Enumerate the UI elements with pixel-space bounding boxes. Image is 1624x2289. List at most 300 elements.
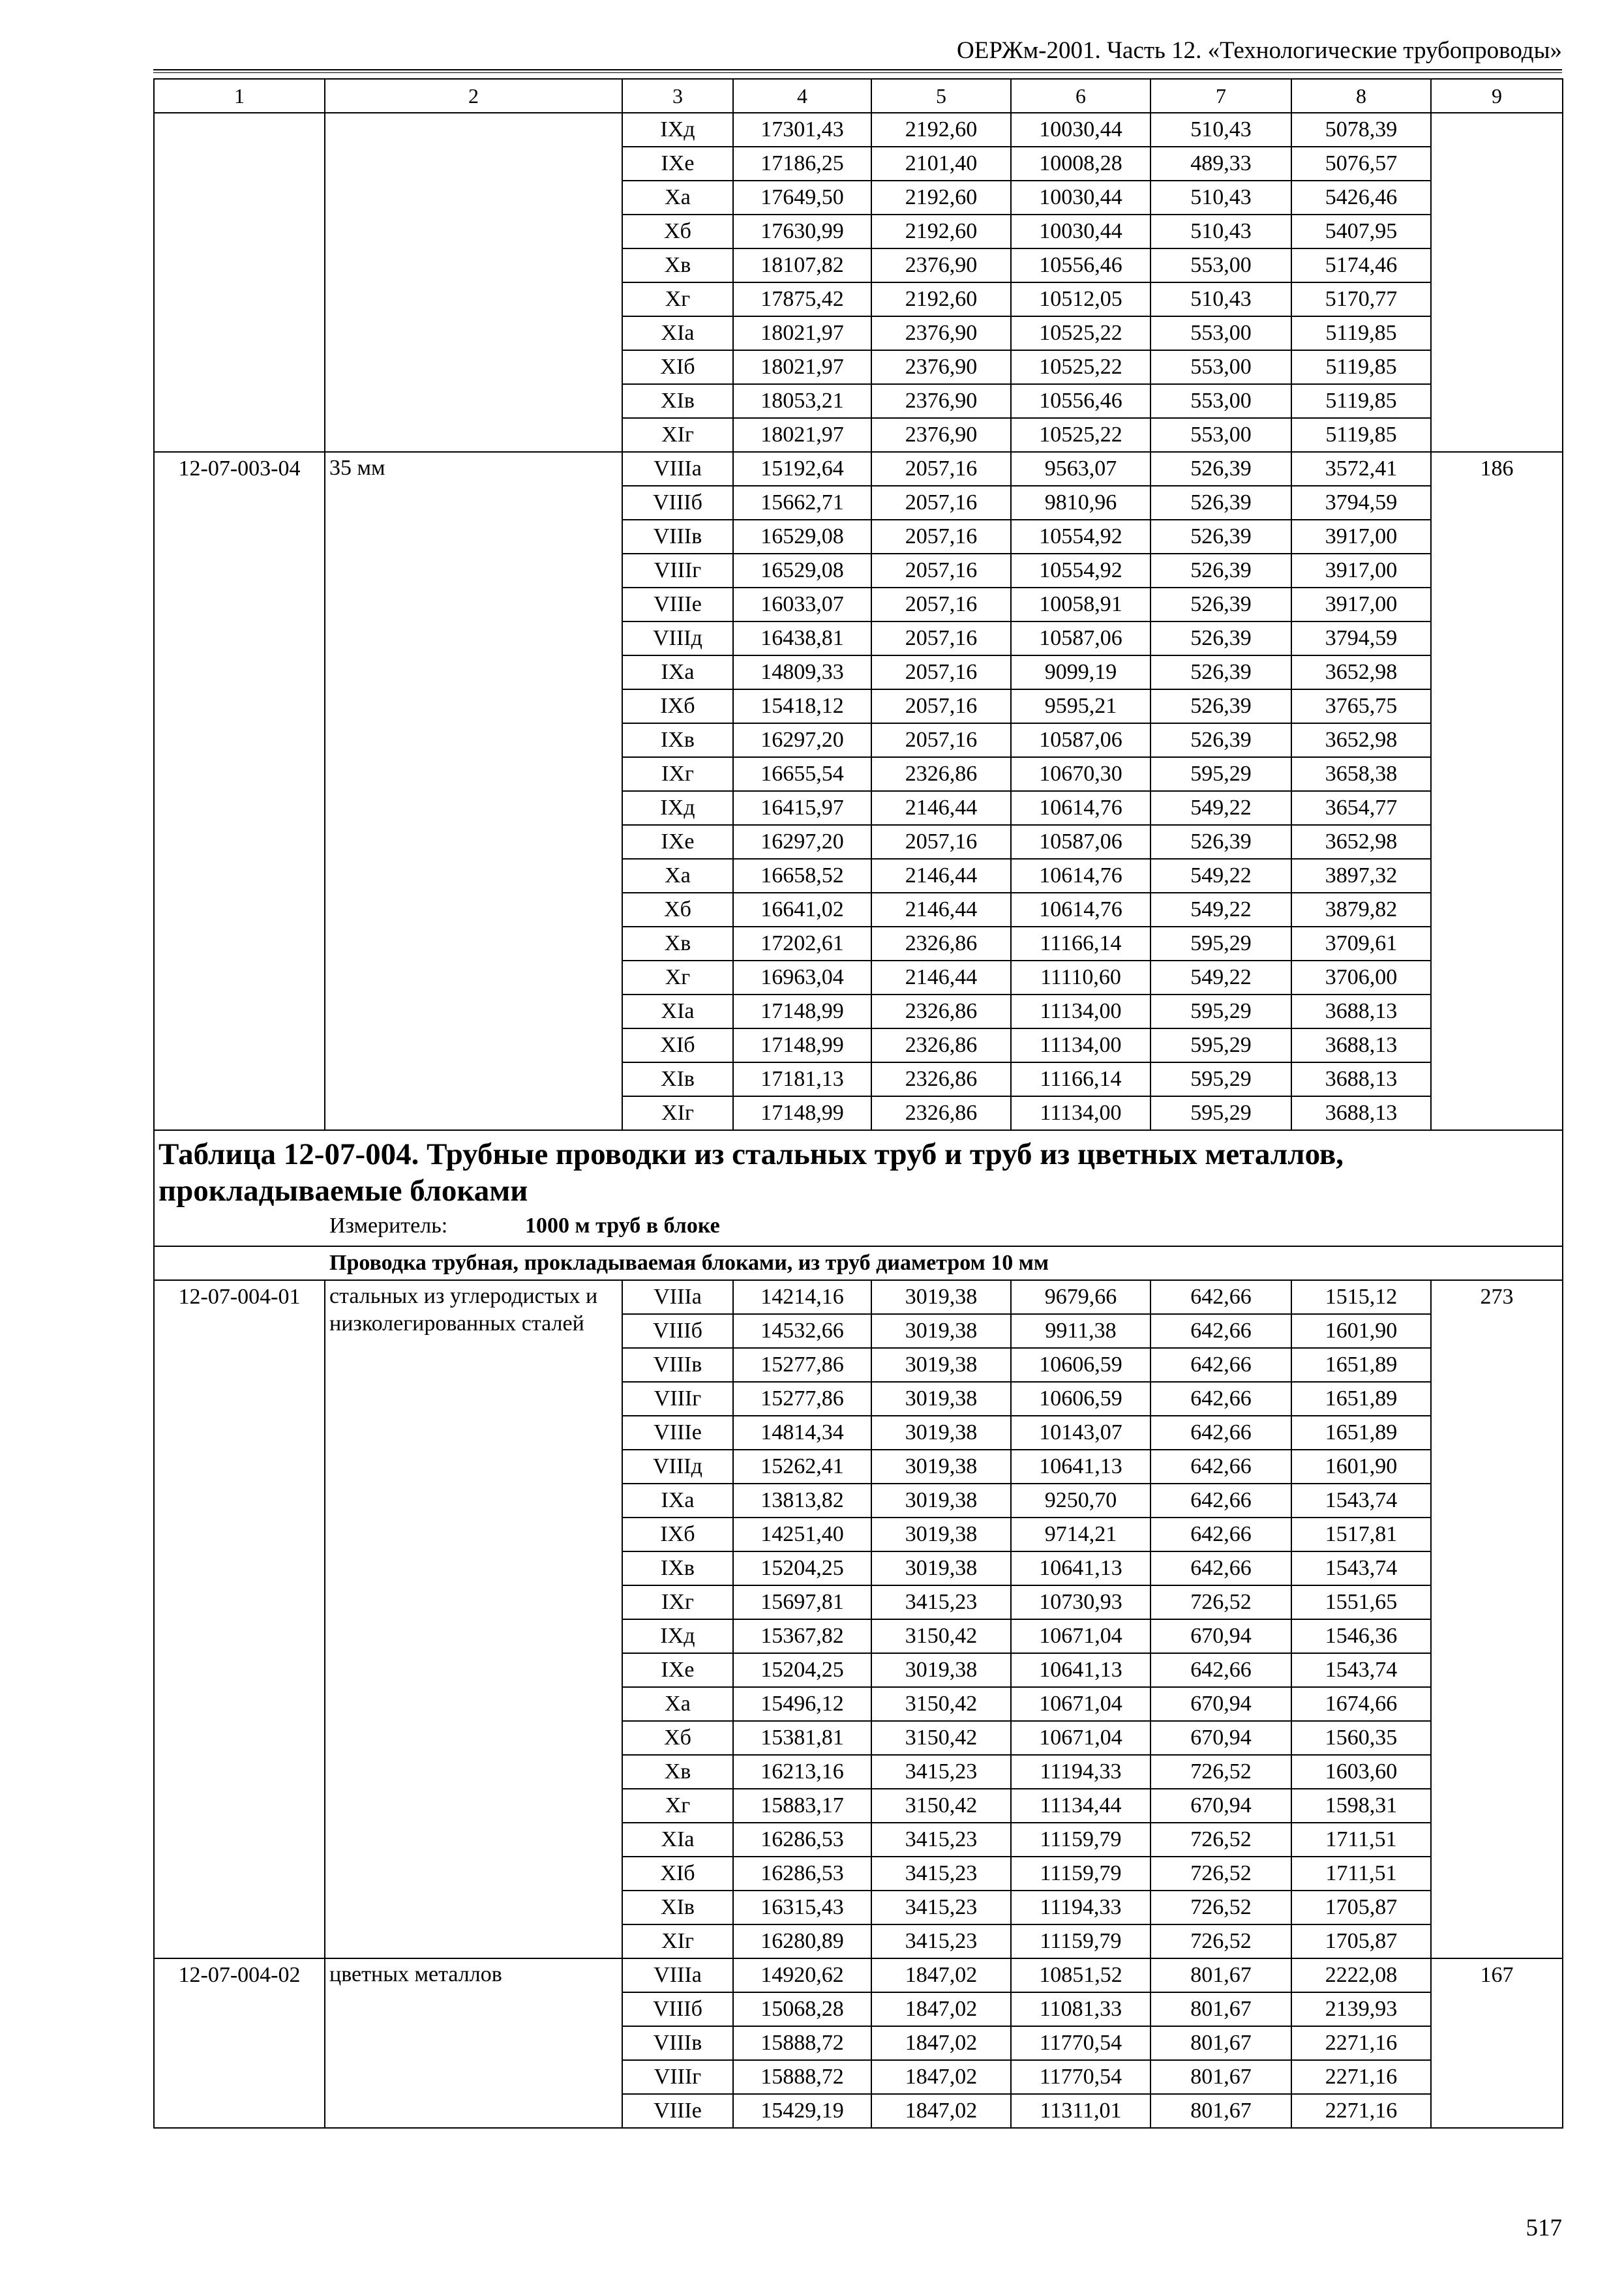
materials-cell: 1543,74 bbox=[1291, 1653, 1431, 1687]
total-cost-cell: 18053,21 bbox=[733, 384, 871, 418]
materials-cell: 3706,00 bbox=[1291, 961, 1431, 995]
materials-cell: 1711,51 bbox=[1291, 1823, 1431, 1857]
machines-cell: 10670,30 bbox=[1011, 757, 1150, 791]
machines-cell: 11770,54 bbox=[1011, 2060, 1150, 2094]
total-cost-cell: 16297,20 bbox=[733, 825, 871, 859]
machines-cell: 10556,46 bbox=[1011, 248, 1150, 282]
total-cost-cell: 18107,82 bbox=[733, 248, 871, 282]
wages-cell: 2326,86 bbox=[871, 1096, 1011, 1130]
meter-line bbox=[158, 1213, 1558, 1239]
machines-cell: 11166,14 bbox=[1011, 1062, 1150, 1096]
machines-cell: 11770,54 bbox=[1011, 2026, 1150, 2060]
materials-cell: 1603,60 bbox=[1291, 1755, 1431, 1789]
zone-cell: VIIIа bbox=[622, 452, 733, 486]
total-cost-cell: 15662,71 bbox=[733, 486, 871, 520]
total-cost-cell: 17630,99 bbox=[733, 215, 871, 248]
zone-cell: VIIIв bbox=[622, 2026, 733, 2060]
zone-cell: IXд bbox=[622, 113, 733, 147]
machines-cell: 10671,04 bbox=[1011, 1619, 1150, 1653]
zone-cell: XIв bbox=[622, 1062, 733, 1096]
total-cost-cell: 18021,97 bbox=[733, 418, 871, 452]
materials-cell: 5170,77 bbox=[1291, 282, 1431, 316]
materials-cell: 1546,36 bbox=[1291, 1619, 1431, 1653]
total-cost-cell: 16033,07 bbox=[733, 588, 871, 621]
machines-cell: 10730,93 bbox=[1011, 1585, 1150, 1619]
materials-cell: 1560,35 bbox=[1291, 1721, 1431, 1755]
machinist-wages-cell: 526,39 bbox=[1150, 723, 1291, 757]
materials-cell: 1517,81 bbox=[1291, 1518, 1431, 1551]
wages-cell: 1847,02 bbox=[871, 2060, 1011, 2094]
wages-cell: 2376,90 bbox=[871, 384, 1011, 418]
machines-cell: 10671,04 bbox=[1011, 1687, 1150, 1721]
wages-cell: 2326,86 bbox=[871, 995, 1011, 1028]
machinist-wages-cell: 726,52 bbox=[1150, 1585, 1291, 1619]
total-cost-cell: 16286,53 bbox=[733, 1857, 871, 1891]
machines-cell: 11194,33 bbox=[1011, 1755, 1150, 1789]
zone-cell: Xб bbox=[622, 215, 733, 248]
materials-cell: 1711,51 bbox=[1291, 1857, 1431, 1891]
wages-cell: 2057,16 bbox=[871, 554, 1011, 588]
wages-cell: 3019,38 bbox=[871, 1314, 1011, 1348]
zone-cell: VIIIе bbox=[622, 588, 733, 621]
total-cost-cell: 14532,66 bbox=[733, 1314, 871, 1348]
zone-cell: VIIIб bbox=[622, 486, 733, 520]
machines-cell: 10614,76 bbox=[1011, 893, 1150, 927]
table-row bbox=[154, 1958, 1563, 1992]
materials-cell: 2222,08 bbox=[1291, 1958, 1431, 1992]
machines-cell: 10587,06 bbox=[1011, 723, 1150, 757]
zone-cell: Xв bbox=[622, 927, 733, 961]
machines-cell: 11311,01 bbox=[1011, 2094, 1150, 2128]
wages-cell: 2146,44 bbox=[871, 859, 1011, 893]
machinist-wages-cell: 642,66 bbox=[1150, 1518, 1291, 1551]
zone-cell: IXб bbox=[622, 1518, 733, 1551]
description-cell bbox=[325, 113, 622, 452]
wages-cell: 2057,16 bbox=[871, 486, 1011, 520]
wages-cell: 3415,23 bbox=[871, 1924, 1011, 1958]
machines-cell: 10671,04 bbox=[1011, 1721, 1150, 1755]
materials-cell: 5174,46 bbox=[1291, 248, 1431, 282]
total-cost-cell: 16297,20 bbox=[733, 723, 871, 757]
zone-cell: VIIIд bbox=[622, 621, 733, 655]
wages-cell: 2146,44 bbox=[871, 893, 1011, 927]
table-title-cell bbox=[154, 1130, 1563, 1246]
materials-cell: 1543,74 bbox=[1291, 1484, 1431, 1518]
zone-cell: IXе bbox=[622, 825, 733, 859]
materials-cell: 3879,82 bbox=[1291, 893, 1431, 927]
zone-cell: Xв bbox=[622, 1755, 733, 1789]
materials-cell: 1551,65 bbox=[1291, 1585, 1431, 1619]
zone-cell: IXд bbox=[622, 791, 733, 825]
materials-cell: 5078,39 bbox=[1291, 113, 1431, 147]
materials-cell: 3917,00 bbox=[1291, 554, 1431, 588]
machinist-wages-cell: 526,39 bbox=[1150, 554, 1291, 588]
total-cost-cell: 14214,16 bbox=[733, 1280, 871, 1314]
zone-cell: XIв bbox=[622, 384, 733, 418]
wages-cell: 2057,16 bbox=[871, 452, 1011, 486]
wages-cell: 2376,90 bbox=[871, 418, 1011, 452]
machinist-wages-cell: 553,00 bbox=[1150, 248, 1291, 282]
zone-cell: Xв bbox=[622, 248, 733, 282]
column-number: 1 bbox=[154, 79, 325, 113]
machinist-wages-cell: 642,66 bbox=[1150, 1484, 1291, 1518]
zone-cell: VIIIб bbox=[622, 1314, 733, 1348]
machines-cell: 10641,13 bbox=[1011, 1450, 1150, 1484]
zone-cell: Xа bbox=[622, 181, 733, 215]
zone-cell: IXб bbox=[622, 689, 733, 723]
machines-cell: 11134,00 bbox=[1011, 995, 1150, 1028]
column-number: 5 bbox=[871, 79, 1011, 113]
materials-cell: 1651,89 bbox=[1291, 1348, 1431, 1382]
machines-cell: 10614,76 bbox=[1011, 859, 1150, 893]
zone-cell: XIг bbox=[622, 1924, 733, 1958]
machinist-wages-cell: 595,29 bbox=[1150, 1028, 1291, 1062]
machinist-wages-cell: 595,29 bbox=[1150, 1062, 1291, 1096]
machinist-wages-cell: 726,52 bbox=[1150, 1755, 1291, 1789]
machinist-wages-cell: 726,52 bbox=[1150, 1857, 1291, 1891]
machines-cell: 10641,13 bbox=[1011, 1551, 1150, 1585]
zone-cell: IXа bbox=[622, 1484, 733, 1518]
machinist-wages-cell: 670,94 bbox=[1150, 1789, 1291, 1823]
machinist-wages-cell: 549,22 bbox=[1150, 961, 1291, 995]
machines-cell: 11110,60 bbox=[1011, 961, 1150, 995]
wages-cell: 3019,38 bbox=[871, 1484, 1011, 1518]
materials-cell: 1543,74 bbox=[1291, 1551, 1431, 1585]
machinist-wages-cell: 801,67 bbox=[1150, 2060, 1291, 2094]
zone-cell: IXа bbox=[622, 655, 733, 689]
machinist-wages-cell: 489,33 bbox=[1150, 147, 1291, 181]
materials-cell: 5076,57 bbox=[1291, 147, 1431, 181]
machines-cell: 10143,07 bbox=[1011, 1416, 1150, 1450]
total-cost-cell: 16280,89 bbox=[733, 1924, 871, 1958]
total-cost-cell: 14920,62 bbox=[733, 1958, 871, 1992]
machinist-wages-cell: 549,22 bbox=[1150, 893, 1291, 927]
wages-cell: 2192,60 bbox=[871, 181, 1011, 215]
machines-cell: 9911,38 bbox=[1011, 1314, 1150, 1348]
wages-cell: 3019,38 bbox=[871, 1653, 1011, 1687]
norm-cell bbox=[1431, 113, 1563, 452]
materials-cell: 3654,77 bbox=[1291, 791, 1431, 825]
wages-cell: 2376,90 bbox=[871, 248, 1011, 282]
materials-cell: 3765,75 bbox=[1291, 689, 1431, 723]
machinist-wages-cell: 595,29 bbox=[1150, 757, 1291, 791]
zone-cell: XIб bbox=[622, 350, 733, 384]
zone-cell: VIIIа bbox=[622, 1958, 733, 1992]
zone-cell: IXе bbox=[622, 147, 733, 181]
wages-cell: 3019,38 bbox=[871, 1382, 1011, 1416]
wages-cell: 3019,38 bbox=[871, 1450, 1011, 1484]
machines-cell: 10525,22 bbox=[1011, 316, 1150, 350]
machinist-wages-cell: 526,39 bbox=[1150, 520, 1291, 554]
materials-cell: 1515,12 bbox=[1291, 1280, 1431, 1314]
machines-cell: 11159,79 bbox=[1011, 1857, 1150, 1891]
total-cost-cell: 16641,02 bbox=[733, 893, 871, 927]
machinist-wages-cell: 510,43 bbox=[1150, 215, 1291, 248]
zone-cell: XIг bbox=[622, 1096, 733, 1130]
wages-cell: 2326,86 bbox=[871, 927, 1011, 961]
wages-cell: 1847,02 bbox=[871, 1992, 1011, 2026]
wages-cell: 3019,38 bbox=[871, 1518, 1011, 1551]
total-cost-cell: 17202,61 bbox=[733, 927, 871, 961]
machines-cell: 9250,70 bbox=[1011, 1484, 1150, 1518]
total-cost-cell: 17148,99 bbox=[733, 995, 871, 1028]
zone-cell: XIа bbox=[622, 995, 733, 1028]
description-cell: цветных металлов bbox=[325, 1958, 622, 2128]
materials-cell: 3658,38 bbox=[1291, 757, 1431, 791]
materials-cell: 3688,13 bbox=[1291, 1062, 1431, 1096]
wages-cell: 2057,16 bbox=[871, 621, 1011, 655]
materials-cell: 5407,95 bbox=[1291, 215, 1431, 248]
machinist-wages-cell: 726,52 bbox=[1150, 1924, 1291, 1958]
zone-cell: VIIIд bbox=[622, 1450, 733, 1484]
page-number: 517 bbox=[1526, 2215, 1562, 2241]
machinist-wages-cell: 549,22 bbox=[1150, 791, 1291, 825]
wages-cell: 2376,90 bbox=[871, 350, 1011, 384]
machines-cell: 11159,79 bbox=[1011, 1823, 1150, 1857]
total-cost-cell: 16286,53 bbox=[733, 1823, 871, 1857]
zone-cell: IXг bbox=[622, 757, 733, 791]
total-cost-cell: 15262,41 bbox=[733, 1450, 871, 1484]
total-cost-cell: 15429,19 bbox=[733, 2094, 871, 2128]
machines-cell: 10851,52 bbox=[1011, 1958, 1150, 1992]
materials-cell: 5119,85 bbox=[1291, 384, 1431, 418]
machinist-wages-cell: 595,29 bbox=[1150, 1096, 1291, 1130]
zone-cell: VIIIг bbox=[622, 1382, 733, 1416]
total-cost-cell: 15697,81 bbox=[733, 1585, 871, 1619]
total-cost-cell: 16315,43 bbox=[733, 1891, 871, 1924]
total-cost-cell: 15277,86 bbox=[733, 1348, 871, 1382]
machines-cell: 11166,14 bbox=[1011, 927, 1150, 961]
machines-cell: 9714,21 bbox=[1011, 1518, 1150, 1551]
materials-cell: 3709,61 bbox=[1291, 927, 1431, 961]
total-cost-cell: 15204,25 bbox=[733, 1551, 871, 1585]
materials-cell: 3917,00 bbox=[1291, 520, 1431, 554]
wages-cell: 3019,38 bbox=[871, 1280, 1011, 1314]
materials-cell: 5119,85 bbox=[1291, 418, 1431, 452]
wages-cell: 3415,23 bbox=[871, 1823, 1011, 1857]
column-number-row bbox=[154, 79, 1563, 113]
materials-cell: 3897,32 bbox=[1291, 859, 1431, 893]
price-table bbox=[153, 78, 1563, 2129]
machines-cell: 11134,00 bbox=[1011, 1096, 1150, 1130]
wages-cell: 3019,38 bbox=[871, 1416, 1011, 1450]
total-cost-cell: 17649,50 bbox=[733, 181, 871, 215]
machines-cell: 9595,21 bbox=[1011, 689, 1150, 723]
table-row bbox=[154, 452, 1563, 486]
machinist-wages-cell: 801,67 bbox=[1150, 2026, 1291, 2060]
machinist-wages-cell: 526,39 bbox=[1150, 825, 1291, 859]
wages-cell: 2326,86 bbox=[871, 1028, 1011, 1062]
zone-cell: XIг bbox=[622, 418, 733, 452]
wages-cell: 3415,23 bbox=[871, 1857, 1011, 1891]
wages-cell: 3019,38 bbox=[871, 1348, 1011, 1382]
total-cost-cell: 15496,12 bbox=[733, 1687, 871, 1721]
machinist-wages-cell: 670,94 bbox=[1150, 1721, 1291, 1755]
wages-cell: 3150,42 bbox=[871, 1619, 1011, 1653]
machines-cell: 10554,92 bbox=[1011, 520, 1150, 554]
running-header: ОЕРЖм-2001. Часть 12. «Технологические трубопроводы» bbox=[957, 37, 1562, 64]
total-cost-cell: 17181,13 bbox=[733, 1062, 871, 1096]
zone-cell: Xа bbox=[622, 859, 733, 893]
machines-cell: 10606,59 bbox=[1011, 1348, 1150, 1382]
machinist-wages-cell: 642,66 bbox=[1150, 1382, 1291, 1416]
materials-cell: 3688,13 bbox=[1291, 1028, 1431, 1062]
materials-cell: 3652,98 bbox=[1291, 723, 1431, 757]
total-cost-cell: 15888,72 bbox=[733, 2026, 871, 2060]
wages-cell: 2146,44 bbox=[871, 791, 1011, 825]
machinist-wages-cell: 642,66 bbox=[1150, 1348, 1291, 1382]
machinist-wages-cell: 801,67 bbox=[1150, 1992, 1291, 2026]
wages-cell: 2101,40 bbox=[871, 147, 1011, 181]
norm-cell: 186 bbox=[1431, 452, 1563, 1130]
zone-cell: IXд bbox=[622, 1619, 733, 1653]
description-cell: 35 мм bbox=[325, 452, 622, 1130]
zone-cell: XIа bbox=[622, 316, 733, 350]
wages-cell: 2057,16 bbox=[871, 588, 1011, 621]
code-cell: 12-07-004-02 bbox=[154, 1958, 325, 2128]
wages-cell: 2192,60 bbox=[871, 282, 1011, 316]
total-cost-cell: 17301,43 bbox=[733, 113, 871, 147]
materials-cell: 1601,90 bbox=[1291, 1314, 1431, 1348]
machinist-wages-cell: 553,00 bbox=[1150, 418, 1291, 452]
machines-cell: 10512,05 bbox=[1011, 282, 1150, 316]
zone-cell: VIIIе bbox=[622, 2094, 733, 2128]
machinist-wages-cell: 726,52 bbox=[1150, 1891, 1291, 1924]
zone-cell: XIв bbox=[622, 1891, 733, 1924]
machinist-wages-cell: 553,00 bbox=[1150, 316, 1291, 350]
wages-cell: 3150,42 bbox=[871, 1687, 1011, 1721]
wages-cell: 2192,60 bbox=[871, 215, 1011, 248]
machines-cell: 9099,19 bbox=[1011, 655, 1150, 689]
total-cost-cell: 15192,64 bbox=[733, 452, 871, 486]
total-cost-cell: 16655,54 bbox=[733, 757, 871, 791]
machines-cell: 11134,00 bbox=[1011, 1028, 1150, 1062]
machines-cell: 10587,06 bbox=[1011, 621, 1150, 655]
description-cell: стальных из углеродистых и низколегированных сталей bbox=[325, 1280, 622, 1958]
total-cost-cell: 15883,17 bbox=[733, 1789, 871, 1823]
machinist-wages-cell: 642,66 bbox=[1150, 1450, 1291, 1484]
total-cost-cell: 15381,81 bbox=[733, 1721, 871, 1755]
machinist-wages-cell: 510,43 bbox=[1150, 181, 1291, 215]
machines-cell: 10008,28 bbox=[1011, 147, 1150, 181]
materials-cell: 1598,31 bbox=[1291, 1789, 1431, 1823]
materials-cell: 2139,93 bbox=[1291, 1992, 1431, 2026]
wages-cell: 1847,02 bbox=[871, 1958, 1011, 1992]
zone-cell: VIIIа bbox=[622, 1280, 733, 1314]
table-title: Таблица 12-07-004. Трубные проводки из стальных труб и труб из цветных металлов, прокладываемые блоками bbox=[158, 1137, 1344, 1208]
total-cost-cell: 16529,08 bbox=[733, 554, 871, 588]
meter-label: Измеритель: bbox=[329, 1214, 448, 1238]
materials-cell: 2271,16 bbox=[1291, 2060, 1431, 2094]
machines-cell: 10641,13 bbox=[1011, 1653, 1150, 1687]
wages-cell: 2057,16 bbox=[871, 723, 1011, 757]
materials-cell: 1601,90 bbox=[1291, 1450, 1431, 1484]
machinist-wages-cell: 553,00 bbox=[1150, 350, 1291, 384]
materials-cell: 5119,85 bbox=[1291, 350, 1431, 384]
norm-cell: 167 bbox=[1431, 1958, 1563, 2128]
materials-cell: 1651,89 bbox=[1291, 1382, 1431, 1416]
machinist-wages-cell: 595,29 bbox=[1150, 995, 1291, 1028]
table-subtitle: Проводка трубная, прокладываемая блоками, из труб диаметром 10 мм bbox=[154, 1246, 1563, 1280]
zone-cell: XIа bbox=[622, 1823, 733, 1857]
wages-cell: 3019,38 bbox=[871, 1551, 1011, 1585]
machinist-wages-cell: 510,43 bbox=[1150, 282, 1291, 316]
materials-cell: 3572,41 bbox=[1291, 452, 1431, 486]
total-cost-cell: 16213,16 bbox=[733, 1755, 871, 1789]
machinist-wages-cell: 549,22 bbox=[1150, 859, 1291, 893]
wages-cell: 2057,16 bbox=[871, 825, 1011, 859]
zone-cell: Xб bbox=[622, 893, 733, 927]
wages-cell: 3415,23 bbox=[871, 1585, 1011, 1619]
total-cost-cell: 15277,86 bbox=[733, 1382, 871, 1416]
norm-cell: 273 bbox=[1431, 1280, 1563, 1958]
total-cost-cell: 16438,81 bbox=[733, 621, 871, 655]
machinist-wages-cell: 510,43 bbox=[1150, 113, 1291, 147]
total-cost-cell: 18021,97 bbox=[733, 350, 871, 384]
total-cost-cell: 15068,28 bbox=[733, 1992, 871, 2026]
machinist-wages-cell: 726,52 bbox=[1150, 1823, 1291, 1857]
zone-cell: VIIIб bbox=[622, 1992, 733, 2026]
materials-cell: 3688,13 bbox=[1291, 995, 1431, 1028]
machinist-wages-cell: 642,66 bbox=[1150, 1551, 1291, 1585]
machinist-wages-cell: 526,39 bbox=[1150, 655, 1291, 689]
machines-cell: 10614,76 bbox=[1011, 791, 1150, 825]
machinist-wages-cell: 526,39 bbox=[1150, 588, 1291, 621]
zone-cell: Xб bbox=[622, 1721, 733, 1755]
zone-cell: Xг bbox=[622, 282, 733, 316]
zone-cell: VIIIг bbox=[622, 554, 733, 588]
machines-cell: 10525,22 bbox=[1011, 350, 1150, 384]
code-cell: 12-07-004-01 bbox=[154, 1280, 325, 1958]
machinist-wages-cell: 801,67 bbox=[1150, 1958, 1291, 1992]
column-number: 7 bbox=[1150, 79, 1291, 113]
materials-cell: 2271,16 bbox=[1291, 2026, 1431, 2060]
machines-cell: 9810,96 bbox=[1011, 486, 1150, 520]
total-cost-cell: 16529,08 bbox=[733, 520, 871, 554]
zone-cell: XIб bbox=[622, 1028, 733, 1062]
machines-cell: 10525,22 bbox=[1011, 418, 1150, 452]
zone-cell: Xг bbox=[622, 961, 733, 995]
total-cost-cell: 14809,33 bbox=[733, 655, 871, 689]
table-row bbox=[154, 1280, 1563, 1314]
zone-cell: VIIIг bbox=[622, 2060, 733, 2094]
machines-cell: 10030,44 bbox=[1011, 215, 1150, 248]
total-cost-cell: 17148,99 bbox=[733, 1096, 871, 1130]
machines-cell: 9563,07 bbox=[1011, 452, 1150, 486]
table-row bbox=[154, 113, 1563, 147]
wages-cell: 2376,90 bbox=[871, 316, 1011, 350]
machines-cell: 11081,33 bbox=[1011, 1992, 1150, 2026]
zone-cell: VIIIе bbox=[622, 1416, 733, 1450]
header-rule bbox=[153, 69, 1562, 73]
code-cell bbox=[154, 113, 325, 452]
column-number: 6 bbox=[1011, 79, 1150, 113]
zone-cell: IXв bbox=[622, 1551, 733, 1585]
materials-cell: 3794,59 bbox=[1291, 621, 1431, 655]
total-cost-cell: 16658,52 bbox=[733, 859, 871, 893]
machines-cell: 10587,06 bbox=[1011, 825, 1150, 859]
wages-cell: 2146,44 bbox=[871, 961, 1011, 995]
total-cost-cell: 13813,82 bbox=[733, 1484, 871, 1518]
total-cost-cell: 14814,34 bbox=[733, 1416, 871, 1450]
machinist-wages-cell: 670,94 bbox=[1150, 1687, 1291, 1721]
materials-cell: 3794,59 bbox=[1291, 486, 1431, 520]
machinist-wages-cell: 642,66 bbox=[1150, 1653, 1291, 1687]
machines-cell: 11159,79 bbox=[1011, 1924, 1150, 1958]
column-number: 9 bbox=[1431, 79, 1563, 113]
materials-cell: 1705,87 bbox=[1291, 1891, 1431, 1924]
column-number: 4 bbox=[733, 79, 871, 113]
